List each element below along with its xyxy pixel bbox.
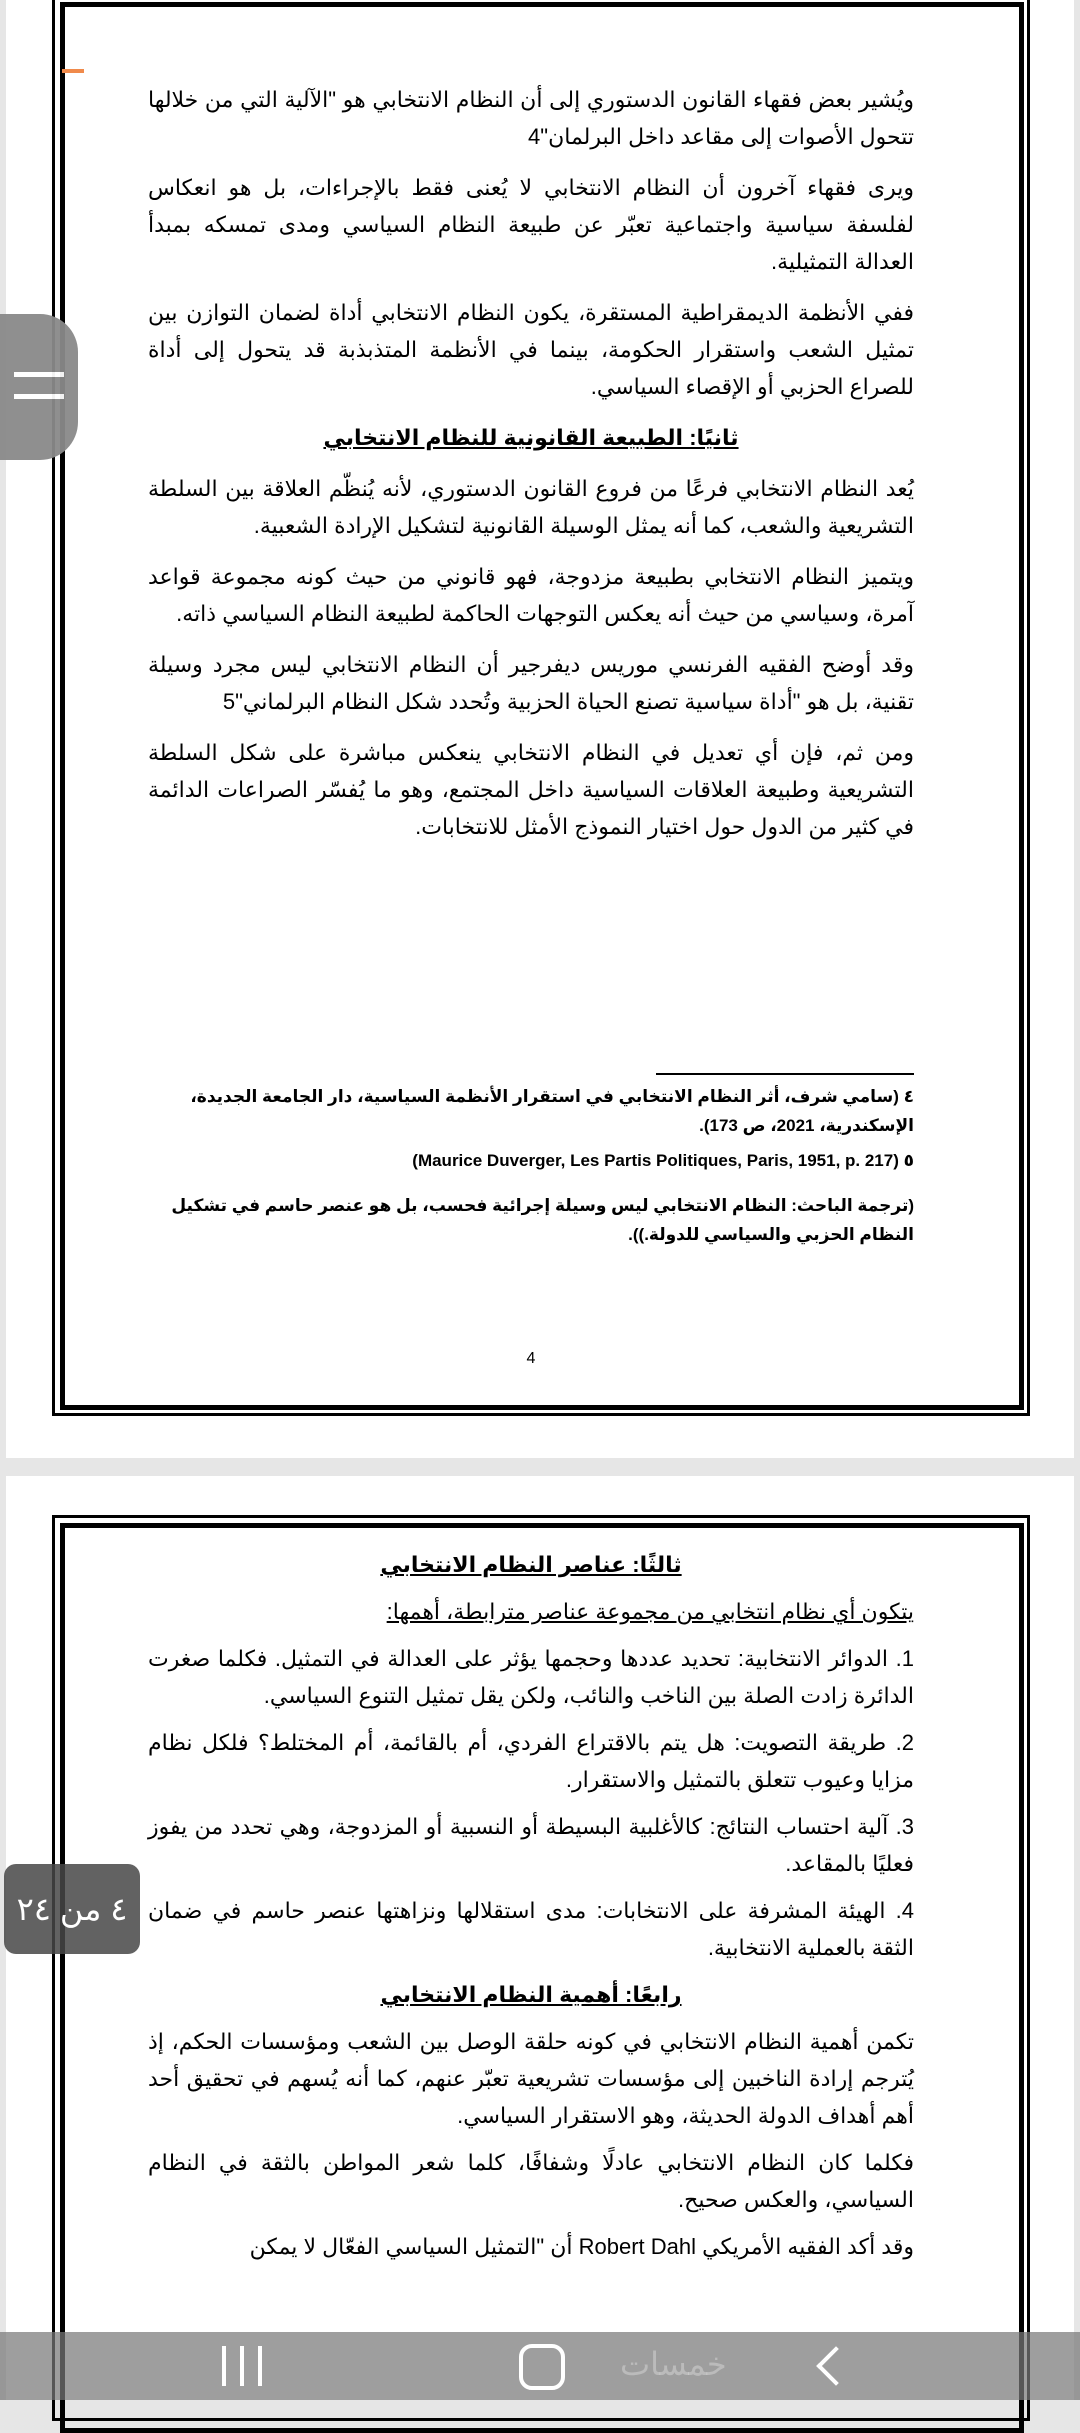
scroll-handle[interactable] xyxy=(0,314,78,460)
paragraph: تكمن أهمية النظام الانتخابي في كونه حلقة الوصل بين الشعب ومؤسسات الحكم، إذ يُترجم إرادة الناخبين إلى مؤسسات تشريعية تعبّر عنهم، كما أنه يُسهم في تحقيق أحد أهم أهداف الدولة الحديثة، وهو الاستقرار السياسي. xyxy=(148,2029,914,2128)
paragraph: يُعد النظام الانتخابي فرعًا من فروع القانون الدستوري، لأنه يُنظّم العلاقة بين السلطة التشريعية والشعب، كما أنه يمثل الوسيلة القانونية لتشكيل الإرادة الشعبية. xyxy=(148,476,914,538)
footnote: (ترجمة الباحث: النظام الانتخابي ليس وسيلة إجرائية فحسب، بل هو عنصر حاسم في تشكيل النظام الحزبي والسياسي للدولة.)). xyxy=(171,1196,914,1244)
footnote-separator xyxy=(656,1073,914,1075)
paragraph: ومن ثم، فإن أي تعديل في النظام الانتخابي ينعكس مباشرة على شكل السلطة التشريعية وطبيعة العلاقات السياسية داخل المجتمع، وهو ما يُفسّر الصراعات الدائمة في كثير من الدول حول اختيار النموذج الأمثل للانتخابات. xyxy=(148,740,914,839)
paragraph: فكلما كان النظام الانتخابي عادلًا وشفافًا، كلما شعر المواطن بالثقة في النظام السياسي، والعكس صحيح. xyxy=(148,2150,914,2212)
watermark: خمسات xyxy=(620,2346,727,2382)
list-item: 3. آلية احتساب النتائج: كالأغلبية البسيطة أو النسبية أو المزدوجة، وهي تحدد من يفوز فعليًا بالمقاعد. xyxy=(148,1814,914,1876)
page-number: 4 xyxy=(526,1350,536,1367)
paragraph: وقد أوضح الفقيه الفرنسي موريس ديفرجير أن النظام الانتخابي ليس مجرد وسيلة تقنية، بل هو "أداة سياسية تصنع الحياة الحزبية وتُحدد شكل النظام البرلماني"5 xyxy=(148,652,914,714)
footnotes xyxy=(148,1082,914,1249)
handle-grip-icon xyxy=(14,394,64,399)
annotation-mark xyxy=(62,69,84,73)
paragraph: ويرى فقهاء آخرون أن النظام الانتخابي لا يُعنى فقط بالإجراءات، بل هو انعكاس لفلسفة سياسية واجتماعية تعبّر عن طبيعة النظام السياسي ومدى تمسكه بمبدأ العدالة التمثيلية. xyxy=(148,175,914,274)
handle-grip-icon xyxy=(14,372,64,377)
section-heading: ثانيًا: الطبيعة القانونية للنظام الانتخابي xyxy=(323,425,739,450)
page-2-body xyxy=(148,1546,914,2265)
page-1-body xyxy=(148,81,914,845)
paragraph: ففي الأنظمة الديمقراطية المستقرة، يكون النظام الانتخابي أداة لضمان التوازن بين تمثيل الشعب واستقرار الحكومة، بينما في الأنظمة المتذبذبة قد يتحول إلى أداة للصراع الحزبي أو الإقصاء السياسي. xyxy=(148,300,914,399)
list-item: 1. الدوائر الانتخابية: تحديد عددها وحجمها يؤثر على العدالة في التمثيل. فكلما صغرت الدائرة زادت الصلة بين الناخب والنائب، ولكن يقل تمثيل التنوع السياسي. xyxy=(148,1646,914,1708)
section-heading: رابعًا: أهمية النظام الانتخابي xyxy=(380,1982,682,2007)
list-item: 2. طريقة التصويت: هل يتم بالاقتراع الفردي، أم بالقائمة، أم المختلط؟ فلكل نظام مزايا وعيوب تتعلق بالتمثيل والاستقرار. xyxy=(148,1730,914,1792)
home-icon[interactable] xyxy=(519,2344,565,2390)
paragraph: ويُشير بعض فقهاء القانون الدستوري إلى أن النظام الانتخابي هو "الآلية التي من خلالها تتحول الأصوات إلى مقاعد داخل البرلمان"4 xyxy=(148,87,914,149)
footnote: (Maurice Duverger, Les Partis Politiques, Paris, 1951, p. 217) ٥ xyxy=(412,1151,914,1170)
section-heading: ثالثًا: عناصر النظام الانتخابي xyxy=(380,1552,682,1577)
page-indicator: ٤ من ٢٤ xyxy=(4,1864,140,1954)
paragraph: ويتميز النظام الانتخابي بطبيعة مزدوجة، فهو قانوني من حيث كونه مجموعة قواعد آمرة، وسياسي من حيث أنه يعكس التوجهات الحاكمة لطبيعة النظام السياسي ذاته. xyxy=(148,564,914,626)
list-item: 4. الهيئة المشرفة على الانتخابات: مدى استقلالها ونزاهتها عنصر حاسم في ضمان الثقة بالعملية الانتخابية. xyxy=(148,1898,914,1960)
intro-line: يتكون أي نظام انتخابي من مجموعة عناصر مترابطة، أهمها: xyxy=(386,1599,914,1624)
system-navigation-bar xyxy=(0,2332,1080,2400)
back-icon[interactable] xyxy=(816,2346,856,2386)
paragraph: وقد أكد الفقيه الأمريكي Robert Dahl أن "التمثيل السياسي الفعّال لا يمكن xyxy=(249,2234,914,2259)
recent-apps-icon[interactable] xyxy=(222,2346,262,2386)
footnote: ٤ (سامي شرف، أثر النظام الانتخابي في استقرار الأنظمة السياسية، دار الجامعة الجديدة، الإسكندرية، 2021، ص 173). xyxy=(190,1087,914,1135)
